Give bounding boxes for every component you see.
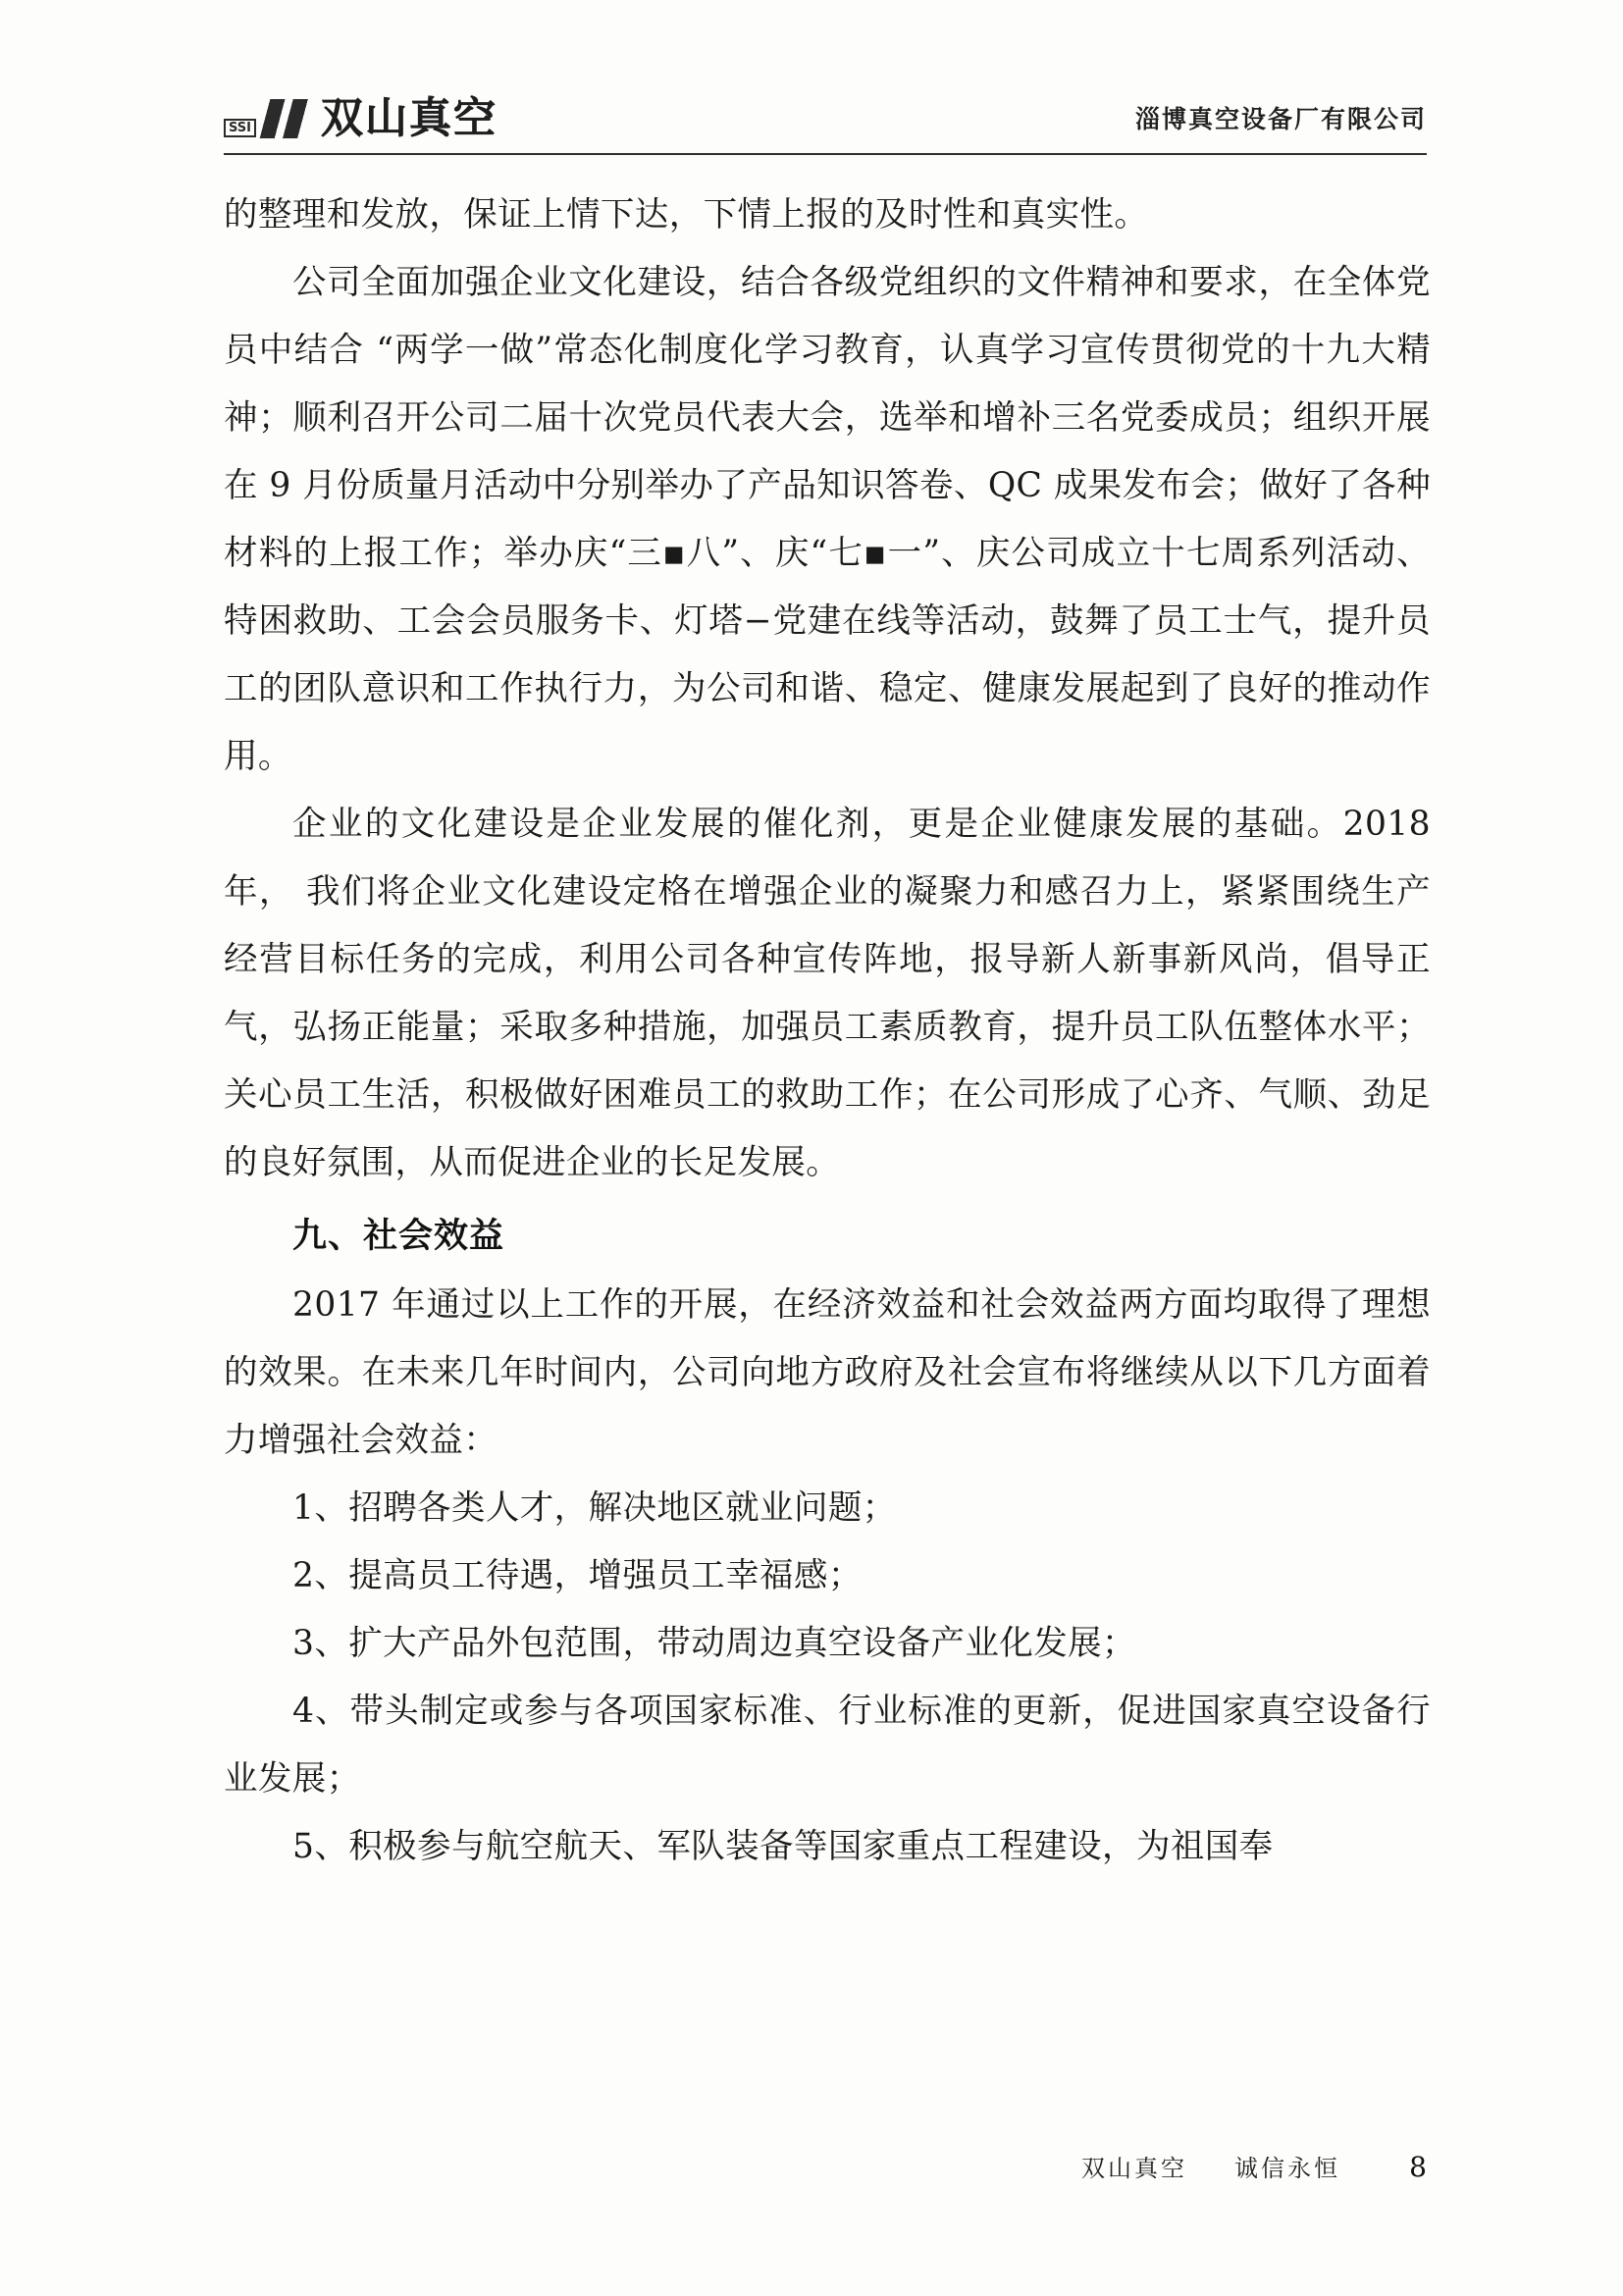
logo-badge: SSI: [224, 119, 256, 137]
page-number: 8: [1409, 2151, 1427, 2183]
logo-text: 双山真空: [320, 94, 497, 143]
footer-slogan-right: 诚信永恒: [1234, 2155, 1340, 2182]
paragraph: 2017 年通过以上工作的开展，在经济效益和社会效益两方面均取得了理想的效果。在未来几年时间内，公司向地方政府及社会宣布将继续从以下几方面着力增强社会效益：: [224, 1285, 1431, 1460]
company-logo: [224, 96, 497, 141]
list-item: 3、扩大产品外包范围，带动周边真空设备产业化发展；: [292, 1624, 1136, 1663]
list-item: 1、招聘各类人才，解决地区就业问题；: [292, 1488, 897, 1528]
header-divider: [224, 153, 1427, 155]
page-header: [224, 61, 1427, 145]
page-footer: [224, 2149, 1427, 2183]
list-item: 4、带头制定或参与各项国家标准、行业标准的更新，促进国家真空设备行业发展；: [224, 1692, 1431, 1799]
footer-slogan-left: 双山真空: [1081, 2155, 1187, 2182]
paragraph: 公司全面加强企业文化建设，结合各级党组织的文件精神和要求，在全体党员中结合 “两学一做”常态化制度化学习教育，认真学习宣传贯彻党的十九大精神；顺利召开公司二届十次党员代表大会，选举和增补三名党委成员；组织开展在 9 月份质量月活动中分别举办了产品知识答卷、QC 成果发布会；做好了各种材料的上报工作；举办庆“三▪八”、庆“七▪一”、庆公司成立十七周系列活动、特困救助、工会会员服务卡、灯塔−党建在线等活动，鼓舞了员工士气，提升员工的团队意识和工作执行力，为公司和谐、稳定、健康发展起到了良好的推动作用。: [224, 263, 1431, 776]
paragraph: 企业的文化建设是企业发展的催化剂，更是企业健康发展的基础。2018 年， 我们将企业文化建设定格在增强企业的凝聚力和感召力上，紧紧围绕生产经营目标任务的完成，利用公司各种宣传阵地，报导新人新事新风尚，倡导正气，弘扬正能量；采取多种措施，加强员工素质教育，提升员工队伍整体水平；关心员工生活，积极做好困难员工的救助工作；在公司形成了心齐、气顺、劲足的良好氛围，从而促进企业的长足发展。: [224, 805, 1431, 1182]
paragraph: 的整理和发放，保证上情下达，下情上报的及时性和真实性。: [224, 195, 1149, 235]
document-body: [224, 182, 1431, 1881]
company-name: 淄博真空设备厂有限公司: [1134, 105, 1427, 133]
section-heading: 九、社会效益: [292, 1216, 505, 1256]
list-item: 5、积极参与航空航天、军队装备等国家重点工程建设，为祖国奉: [292, 1827, 1274, 1866]
list-item: 2、提高员工待遇，增强员工幸福感；: [292, 1556, 863, 1595]
logo-slash-icon: [258, 99, 315, 138]
